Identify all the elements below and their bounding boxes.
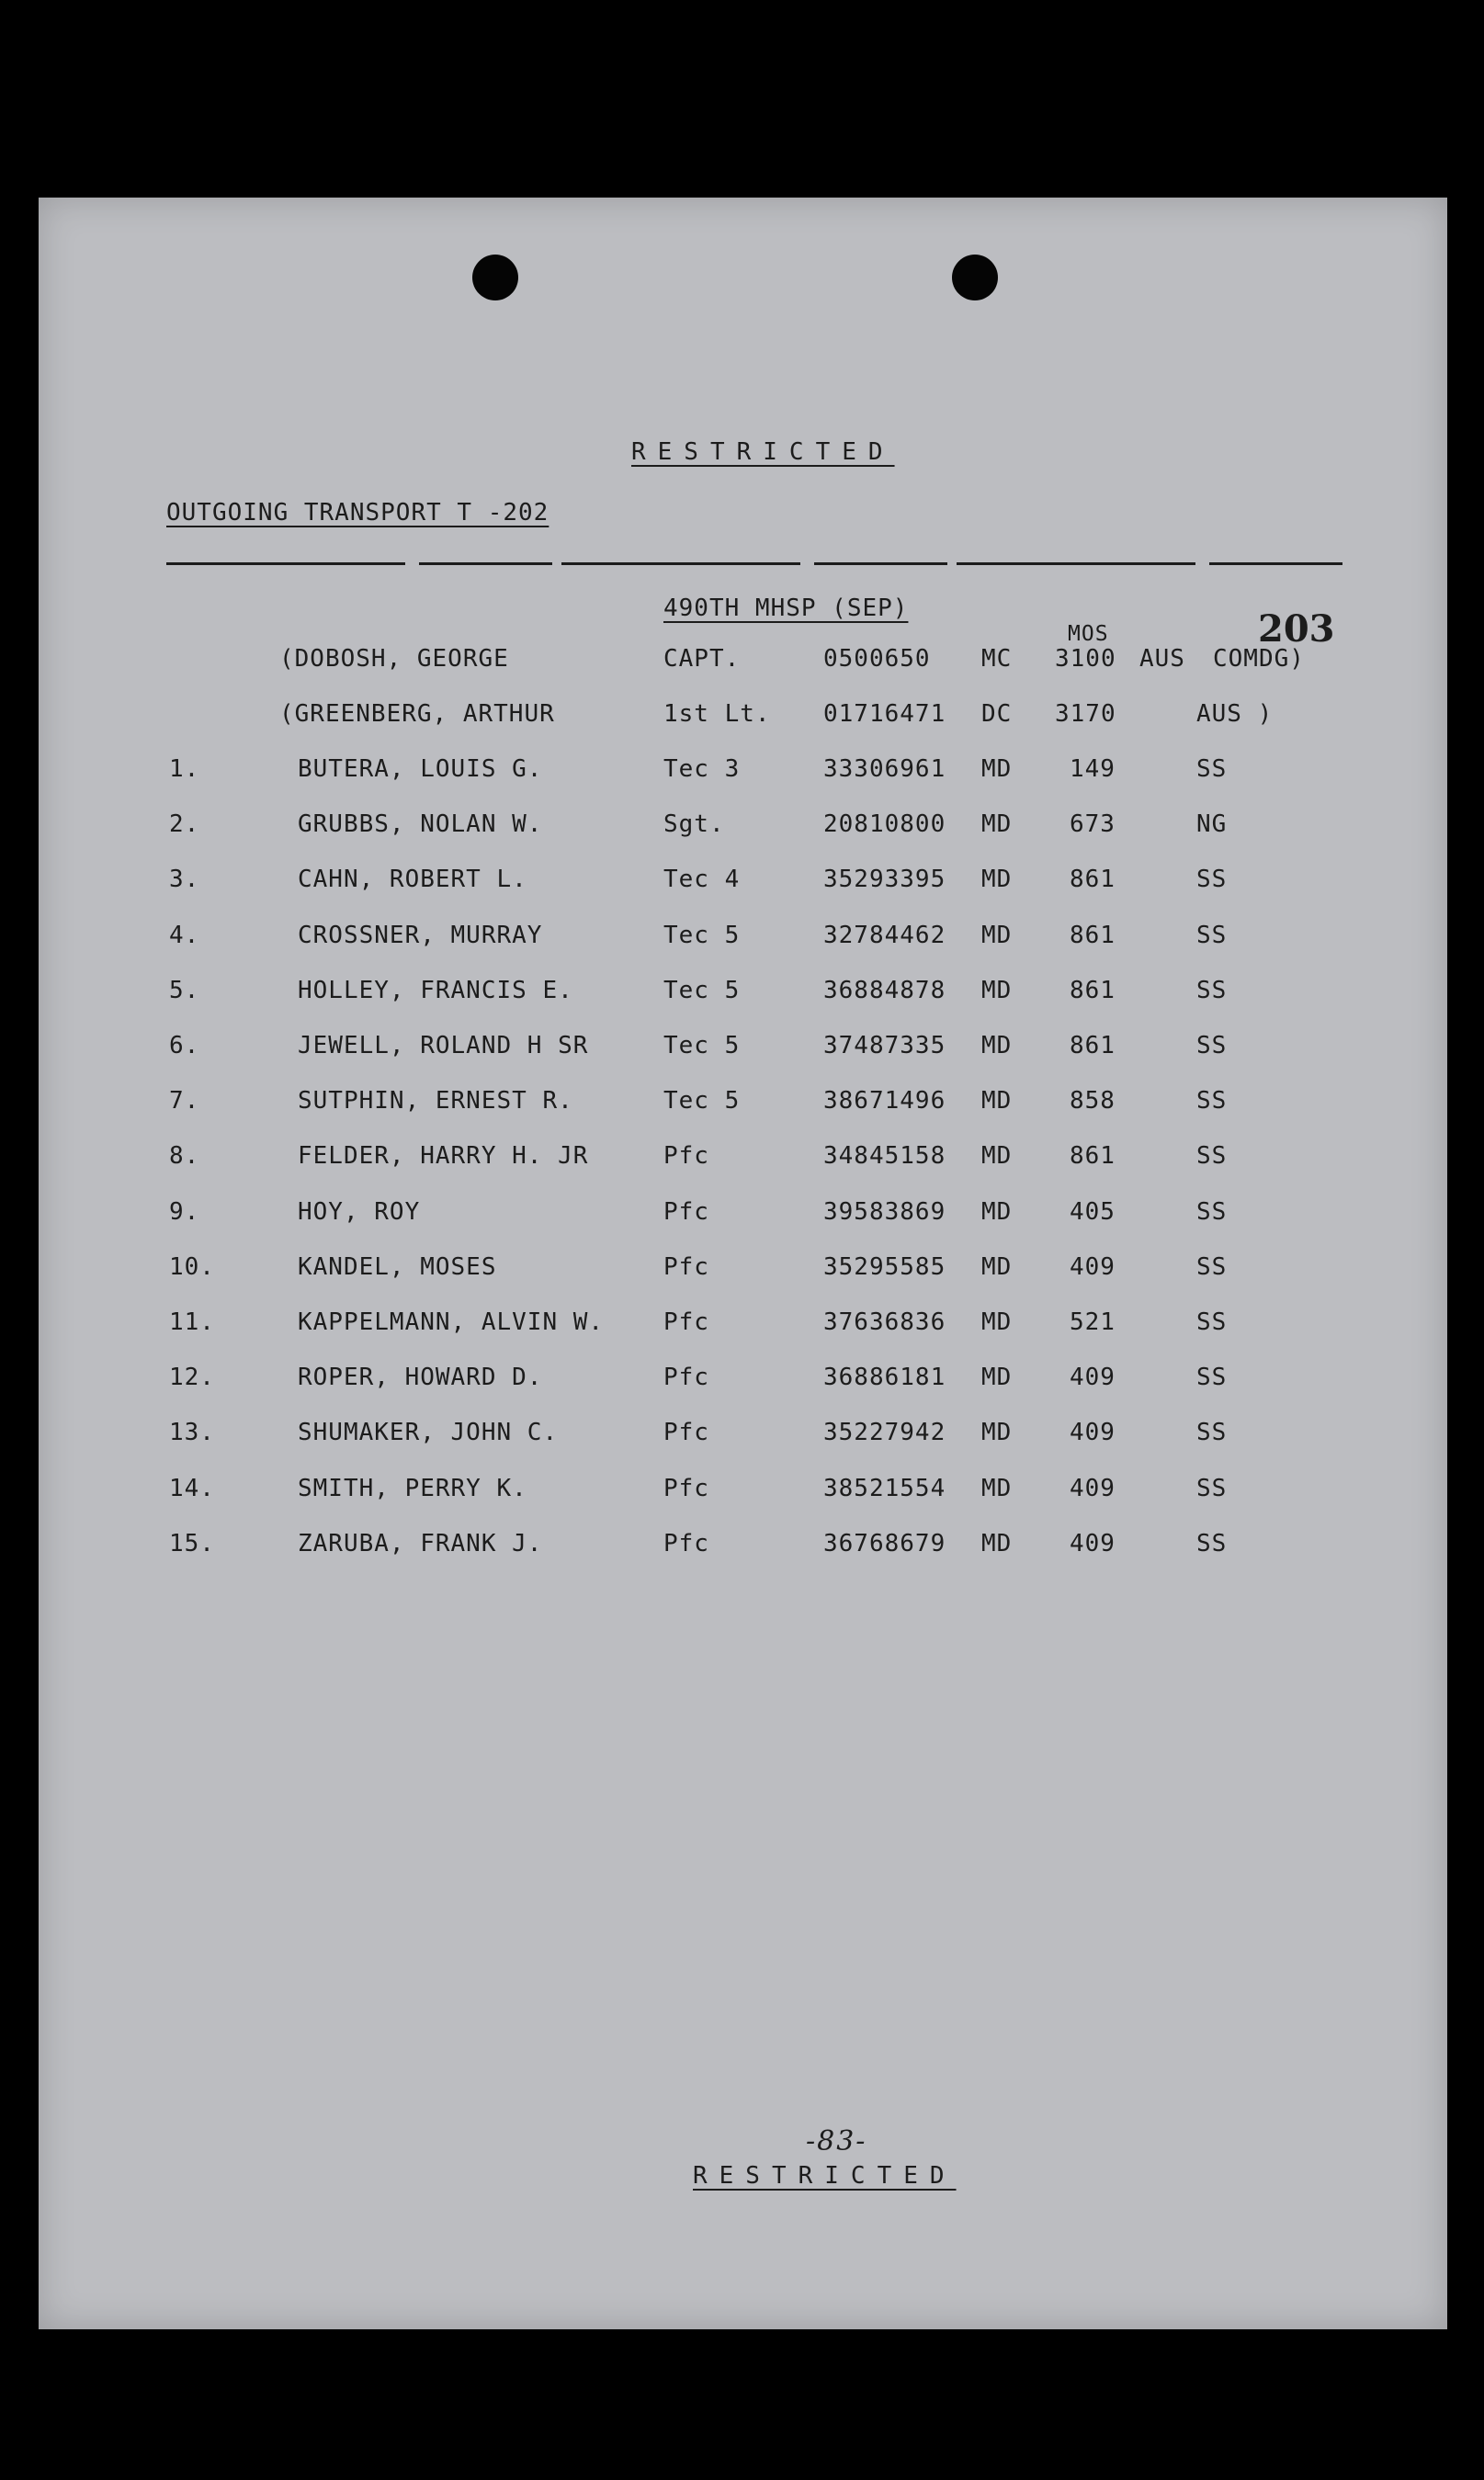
member-branch: MD xyxy=(981,1032,1013,1059)
officer-mos: 3100 xyxy=(1055,645,1116,673)
member-rank: Tec 5 xyxy=(663,921,741,949)
row-number: 13. xyxy=(169,1419,215,1447)
table-row xyxy=(39,1087,1447,1118)
officer-name: (DOBOSH, GEORGE xyxy=(279,645,509,673)
row-number: 5. xyxy=(169,976,200,1004)
officer-rank: CAPT. xyxy=(663,645,741,673)
table-row xyxy=(39,1308,1447,1340)
member-component: SS xyxy=(1196,1474,1228,1502)
member-mos: 673 xyxy=(1070,810,1116,839)
member-serial: 39583869 xyxy=(823,1197,946,1226)
member-mos: 861 xyxy=(1070,866,1116,894)
member-mos: 409 xyxy=(1070,1419,1116,1447)
member-rank: Tec 5 xyxy=(663,1032,741,1059)
member-component: SS xyxy=(1196,1032,1228,1059)
member-branch: MD xyxy=(981,1419,1013,1447)
row-number: 9. xyxy=(169,1197,200,1226)
officer-row xyxy=(39,645,1447,676)
row-number: 12. xyxy=(169,1364,215,1392)
member-serial: 38521554 xyxy=(823,1474,946,1502)
member-mos: 861 xyxy=(1070,976,1116,1004)
member-name: SMITH, PERRY K. xyxy=(298,1474,527,1502)
table-row xyxy=(39,1475,1447,1506)
row-number: 3. xyxy=(169,866,200,894)
transport-title: OUTGOING TRANSPORT T -202 xyxy=(166,499,549,527)
member-component: SS xyxy=(1196,921,1228,949)
member-rank: Pfc xyxy=(663,1252,709,1281)
officer-serial: 01716471 xyxy=(823,700,946,728)
member-branch: MD xyxy=(981,755,1013,783)
member-name: FELDER, HARRY H. JR xyxy=(298,1142,589,1171)
member-serial: 36768679 xyxy=(823,1529,946,1557)
member-component: SS xyxy=(1196,1419,1228,1447)
member-component: NG xyxy=(1196,810,1228,839)
member-name: GRUBBS, NOLAN W. xyxy=(298,810,543,839)
member-name: SUTPHIN, ERNEST R. xyxy=(298,1087,573,1115)
officer-branch: MC xyxy=(981,645,1013,673)
row-number: 8. xyxy=(169,1142,200,1171)
classification-top: RESTRICTED xyxy=(631,438,895,466)
member-serial: 37636836 xyxy=(823,1308,946,1336)
member-serial: 35227942 xyxy=(823,1419,946,1447)
member-name: JEWELL, ROLAND H SR xyxy=(298,1032,589,1059)
member-mos: 149 xyxy=(1070,755,1116,783)
member-branch: MD xyxy=(981,866,1013,894)
member-branch: MD xyxy=(981,1364,1013,1392)
member-serial: 35295585 xyxy=(823,1252,946,1281)
member-rank: Pfc xyxy=(663,1197,709,1226)
table-row xyxy=(39,1032,1447,1063)
member-rank: Sgt. xyxy=(663,810,725,839)
member-mos: 405 xyxy=(1070,1197,1116,1226)
member-rank: Tec 5 xyxy=(663,1087,741,1115)
member-name: CAHN, ROBERT L. xyxy=(298,866,527,894)
row-number: 4. xyxy=(169,921,200,949)
table-row xyxy=(39,1530,1447,1561)
classification-bottom: RESTRICTED xyxy=(693,2162,957,2190)
member-name: CROSSNER, MURRAY xyxy=(298,921,543,949)
table-row xyxy=(39,866,1447,897)
member-component: SS xyxy=(1196,1529,1228,1557)
mos-header: MOS xyxy=(1068,622,1109,646)
member-mos: 861 xyxy=(1070,921,1116,949)
member-name: KANDEL, MOSES xyxy=(298,1252,497,1281)
member-component: SS xyxy=(1196,1197,1228,1226)
member-rank: Tec 5 xyxy=(663,976,741,1004)
unit-title: 490TH MHSP (SEP) xyxy=(663,595,909,622)
member-serial: 36884878 xyxy=(823,976,946,1004)
officer-note: COMDG) xyxy=(1213,645,1305,673)
table-row xyxy=(39,1419,1447,1450)
member-rank: Pfc xyxy=(663,1142,709,1171)
member-component: SS xyxy=(1196,755,1228,783)
member-rank: Pfc xyxy=(663,1308,709,1336)
officer-branch: DC xyxy=(981,700,1013,728)
row-number: 14. xyxy=(169,1474,215,1502)
row-number: 1. xyxy=(169,755,200,783)
member-serial: 36886181 xyxy=(823,1364,946,1392)
member-branch: MD xyxy=(981,1474,1013,1502)
document-sheet xyxy=(39,198,1447,2329)
member-branch: MD xyxy=(981,1529,1013,1557)
member-rank: Pfc xyxy=(663,1364,709,1392)
table-row xyxy=(39,1253,1447,1285)
table-row xyxy=(39,922,1447,953)
row-number: 6. xyxy=(169,1032,200,1059)
member-branch: MD xyxy=(981,1308,1013,1336)
table-row xyxy=(39,755,1447,787)
row-number: 7. xyxy=(169,1087,200,1115)
table-row xyxy=(39,977,1447,1008)
officer-serial: 0500650 xyxy=(823,645,931,673)
member-name: HOY, ROY xyxy=(298,1197,421,1226)
officer-rank: 1st Lt. xyxy=(663,700,771,728)
member-mos: 861 xyxy=(1070,1032,1116,1059)
member-rank: Pfc xyxy=(663,1529,709,1557)
table-row xyxy=(39,1142,1447,1173)
page-number: -83- xyxy=(806,2125,867,2157)
table-row xyxy=(39,1198,1447,1229)
member-serial: 32784462 xyxy=(823,921,946,949)
member-component: SS xyxy=(1196,1364,1228,1392)
member-rank: Tec 4 xyxy=(663,866,741,894)
member-serial: 37487335 xyxy=(823,1032,946,1059)
member-name: KAPPELMANN, ALVIN W. xyxy=(298,1308,605,1336)
officer-comp: AUS xyxy=(1139,645,1185,673)
member-branch: MD xyxy=(981,810,1013,839)
row-number: 10. xyxy=(169,1252,215,1281)
member-branch: MD xyxy=(981,1252,1013,1281)
member-serial: 20810800 xyxy=(823,810,946,839)
table-row xyxy=(39,810,1447,842)
officer-row xyxy=(39,700,1447,731)
member-mos: 409 xyxy=(1070,1364,1116,1392)
member-mos: 858 xyxy=(1070,1087,1116,1115)
header-rule xyxy=(166,562,1345,565)
member-serial: 35293395 xyxy=(823,866,946,894)
member-branch: MD xyxy=(981,921,1013,949)
member-rank: Pfc xyxy=(663,1474,709,1502)
member-name: BUTERA, LOUIS G. xyxy=(298,755,543,783)
member-serial: 34845158 xyxy=(823,1142,946,1171)
officer-name: (GREENBERG, ARTHUR xyxy=(279,700,555,728)
member-name: HOLLEY, FRANCIS E. xyxy=(298,976,573,1004)
member-component: SS xyxy=(1196,1142,1228,1171)
member-mos: 409 xyxy=(1070,1474,1116,1502)
punch-hole-right xyxy=(952,255,998,300)
member-name: SHUMAKER, JOHN C. xyxy=(298,1419,559,1447)
member-mos: 409 xyxy=(1070,1529,1116,1557)
member-serial: 33306961 xyxy=(823,755,946,783)
member-component: SS xyxy=(1196,1087,1228,1115)
officer-note: AUS ) xyxy=(1196,700,1274,728)
member-branch: MD xyxy=(981,1142,1013,1171)
member-branch: MD xyxy=(981,1197,1013,1226)
row-number: 2. xyxy=(169,810,200,839)
member-component: SS xyxy=(1196,866,1228,894)
member-serial: 38671496 xyxy=(823,1087,946,1115)
member-component: SS xyxy=(1196,976,1228,1004)
officer-mos: 3170 xyxy=(1055,700,1116,728)
member-rank: Tec 3 xyxy=(663,755,741,783)
member-mos: 861 xyxy=(1070,1142,1116,1171)
member-rank: Pfc xyxy=(663,1419,709,1447)
punch-hole-left xyxy=(472,255,518,300)
member-mos: 521 xyxy=(1070,1308,1116,1336)
page-stamp: 203 xyxy=(1258,607,1335,651)
table-row xyxy=(39,1364,1447,1395)
member-component: SS xyxy=(1196,1252,1228,1281)
member-branch: MD xyxy=(981,976,1013,1004)
row-number: 11. xyxy=(169,1308,215,1336)
row-number: 15. xyxy=(169,1529,215,1557)
member-branch: MD xyxy=(981,1087,1013,1115)
member-name: ZARUBA, FRANK J. xyxy=(298,1529,543,1557)
member-name: ROPER, HOWARD D. xyxy=(298,1364,543,1392)
member-mos: 409 xyxy=(1070,1252,1116,1281)
member-component: SS xyxy=(1196,1308,1228,1336)
